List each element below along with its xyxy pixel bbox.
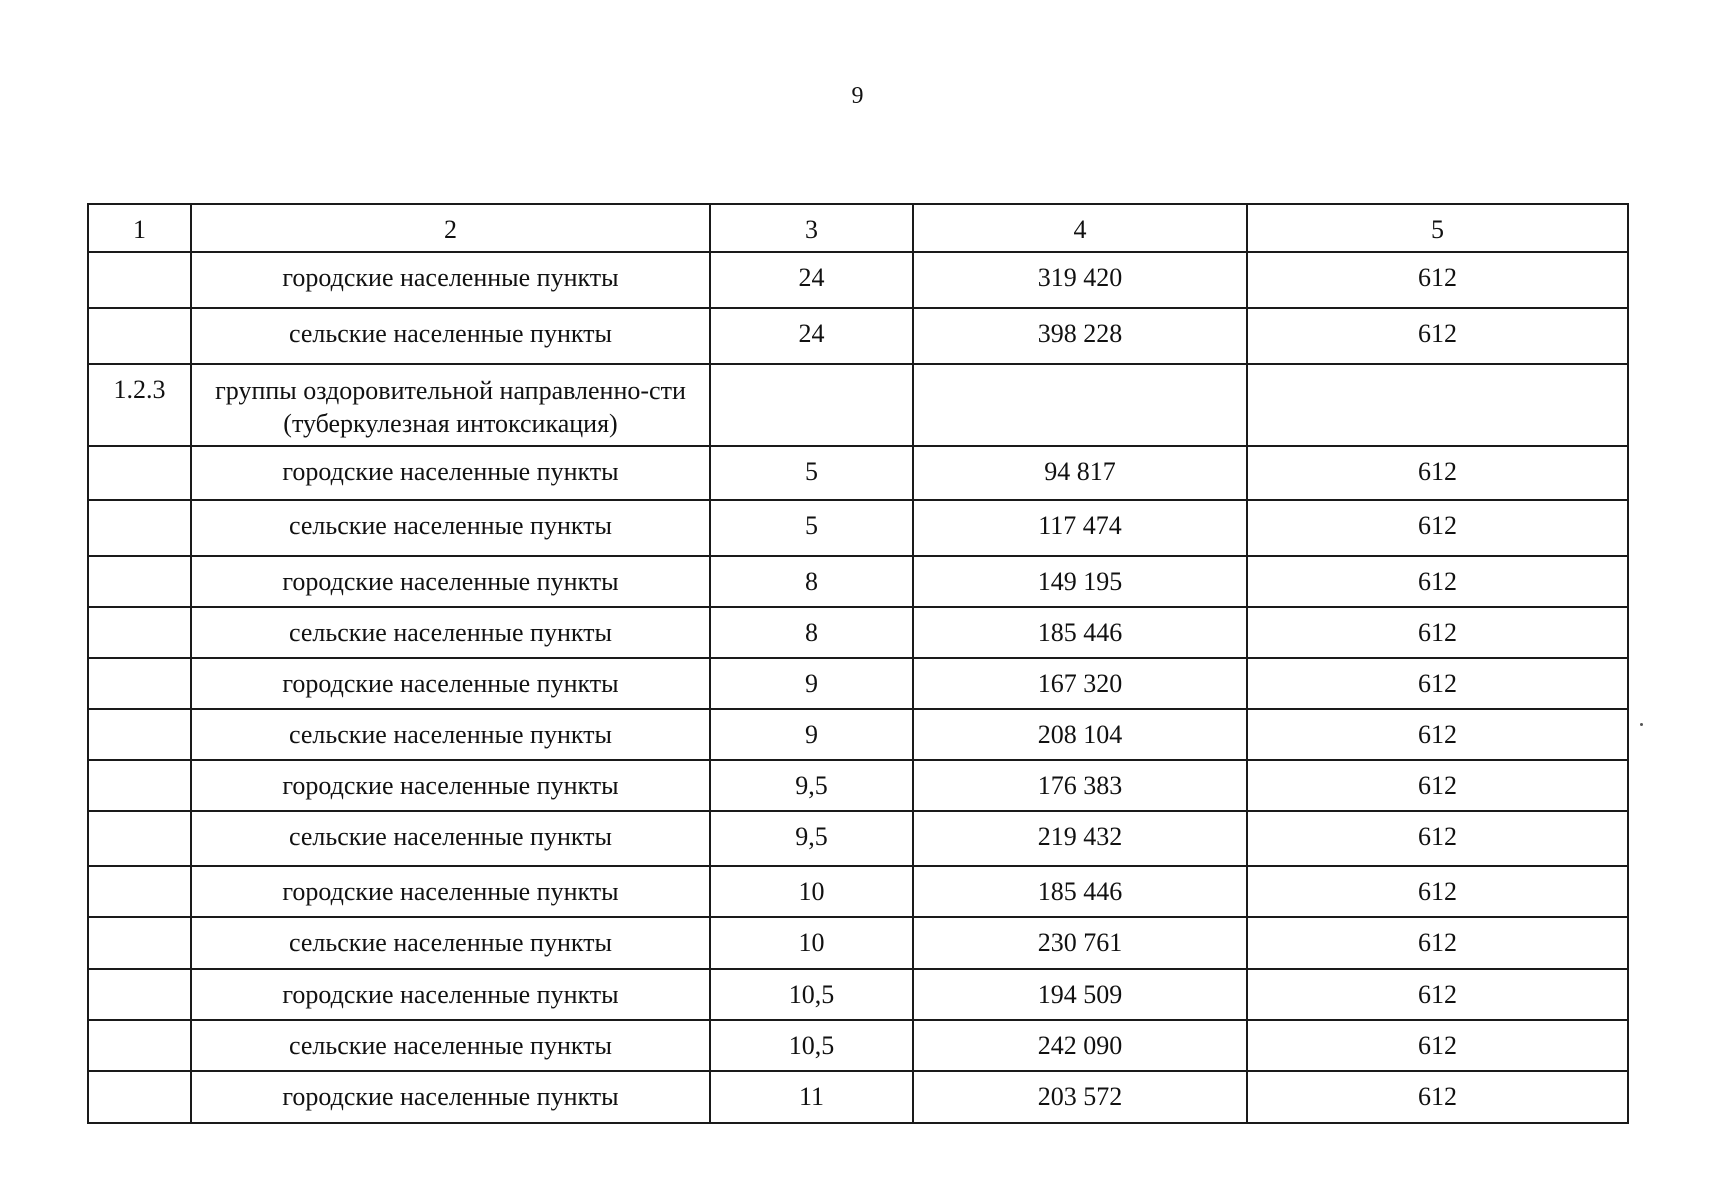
row-col3-cell: 24 [710, 252, 913, 308]
table-row [88, 760, 1628, 811]
header-col-1: 1 [88, 204, 191, 252]
header-col-5: 5 [1247, 204, 1628, 252]
row-col3-cell: 9,5 [710, 760, 913, 811]
row-col4-cell: 208 104 [913, 709, 1247, 760]
row-col5-cell: 612 [1247, 866, 1628, 917]
row-name-cell: городские населенные пункты [191, 446, 710, 500]
row-col4-cell: 176 383 [913, 760, 1247, 811]
header-row [88, 204, 1628, 252]
row-col4-cell: 149 195 [913, 556, 1247, 607]
row-name-cell: городские населенные пункты [191, 969, 710, 1020]
table-row [88, 709, 1628, 760]
row-col5-cell: 612 [1247, 917, 1628, 969]
row-col3-cell: 9 [710, 709, 913, 760]
row-code-cell [88, 607, 191, 658]
table-row [88, 308, 1628, 364]
row-col5-cell: 612 [1247, 607, 1628, 658]
row-name-cell: сельские населенные пункты [191, 308, 710, 364]
row-code-cell [88, 866, 191, 917]
row-name-cell: сельские населенные пункты [191, 607, 710, 658]
row-col5-cell: 612 [1247, 500, 1628, 556]
table-row [88, 1020, 1628, 1071]
row-col3-cell: 10,5 [710, 969, 913, 1020]
row-col4-cell: 398 228 [913, 308, 1247, 364]
row-col3-cell: 10 [710, 917, 913, 969]
header-col-3: 3 [710, 204, 913, 252]
row-code-cell [88, 917, 191, 969]
table-row [88, 1071, 1628, 1123]
row-col3-cell: 5 [710, 500, 913, 556]
row-code-cell [88, 252, 191, 308]
row-col4-cell: 194 509 [913, 969, 1247, 1020]
table-row [88, 917, 1628, 969]
row-col3-cell: 10,5 [710, 1020, 913, 1071]
scan-speck [1640, 723, 1643, 726]
row-name-cell: городские населенные пункты [191, 866, 710, 917]
row-col4-cell: 242 090 [913, 1020, 1247, 1071]
row-col5-cell: 612 [1247, 760, 1628, 811]
row-col4-cell: 94 817 [913, 446, 1247, 500]
row-col5-cell: 612 [1247, 308, 1628, 364]
row-col3-cell: 11 [710, 1071, 913, 1123]
tariff-table [87, 203, 1629, 1124]
row-name-cell: городские населенные пункты [191, 760, 710, 811]
row-name-cell: сельские населенные пункты [191, 500, 710, 556]
row-col3-cell: 9,5 [710, 811, 913, 866]
table-row [88, 607, 1628, 658]
table-row [88, 556, 1628, 607]
row-code-cell [88, 556, 191, 607]
row-code-cell [88, 308, 191, 364]
header-col-4: 4 [913, 204, 1247, 252]
row-col5-cell: 612 [1247, 556, 1628, 607]
table-row [88, 364, 1628, 446]
row-col4-cell: 185 446 [913, 607, 1247, 658]
row-name-cell: городские населенные пункты [191, 1071, 710, 1123]
row-col4-cell: 185 446 [913, 866, 1247, 917]
row-col3-cell: 8 [710, 556, 913, 607]
header-col-2: 2 [191, 204, 710, 252]
row-col5-cell: 612 [1247, 658, 1628, 709]
row-name-cell: сельские населенные пункты [191, 917, 710, 969]
row-col4-cell: 203 572 [913, 1071, 1247, 1123]
table-row [88, 446, 1628, 500]
row-col3-cell [710, 364, 913, 446]
row-code-cell [88, 709, 191, 760]
row-name-cell: городские населенные пункты [191, 556, 710, 607]
row-name-cell: сельские населенные пункты [191, 1020, 710, 1071]
row-col4-cell: 230 761 [913, 917, 1247, 969]
row-code-cell [88, 500, 191, 556]
row-col5-cell: 612 [1247, 1020, 1628, 1071]
row-col4-cell: 219 432 [913, 811, 1247, 866]
row-col4-cell: 167 320 [913, 658, 1247, 709]
table-header [88, 204, 1628, 252]
table-row [88, 252, 1628, 308]
row-code-cell [88, 969, 191, 1020]
row-code-cell [88, 760, 191, 811]
row-col5-cell: 612 [1247, 811, 1628, 866]
row-code-cell [88, 1020, 191, 1071]
row-col4-cell: 117 474 [913, 500, 1247, 556]
table-row [88, 969, 1628, 1020]
row-code-cell [88, 811, 191, 866]
table-row [88, 811, 1628, 866]
page-number: 9 [851, 83, 864, 109]
row-col3-cell: 8 [710, 607, 913, 658]
row-col5-cell: 612 [1247, 1071, 1628, 1123]
table-row [88, 658, 1628, 709]
row-col4-cell: 319 420 [913, 252, 1247, 308]
row-col5-cell [1247, 364, 1628, 446]
row-col3-cell: 24 [710, 308, 913, 364]
row-name-cell: городские населенные пункты [191, 658, 710, 709]
row-name-cell: городские населенные пункты [191, 252, 710, 308]
row-col5-cell: 612 [1247, 709, 1628, 760]
table-body [88, 252, 1628, 1123]
row-col5-cell: 612 [1247, 969, 1628, 1020]
row-code-cell [88, 446, 191, 500]
row-code-cell [88, 1071, 191, 1123]
row-col3-cell: 9 [710, 658, 913, 709]
row-name-cell: сельские населенные пункты [191, 811, 710, 866]
row-col5-cell: 612 [1247, 446, 1628, 500]
row-code-cell: 1.2.3 [88, 364, 191, 446]
row-col3-cell: 5 [710, 446, 913, 500]
row-name-cell: сельские населенные пункты [191, 709, 710, 760]
row-col3-cell: 10 [710, 866, 913, 917]
table-row [88, 500, 1628, 556]
row-col5-cell: 612 [1247, 252, 1628, 308]
row-col4-cell [913, 364, 1247, 446]
row-code-cell [88, 658, 191, 709]
table-row [88, 866, 1628, 917]
row-name-cell: группы оздоровительной направленно-сти (туберкулезная интоксикация) [191, 364, 710, 446]
